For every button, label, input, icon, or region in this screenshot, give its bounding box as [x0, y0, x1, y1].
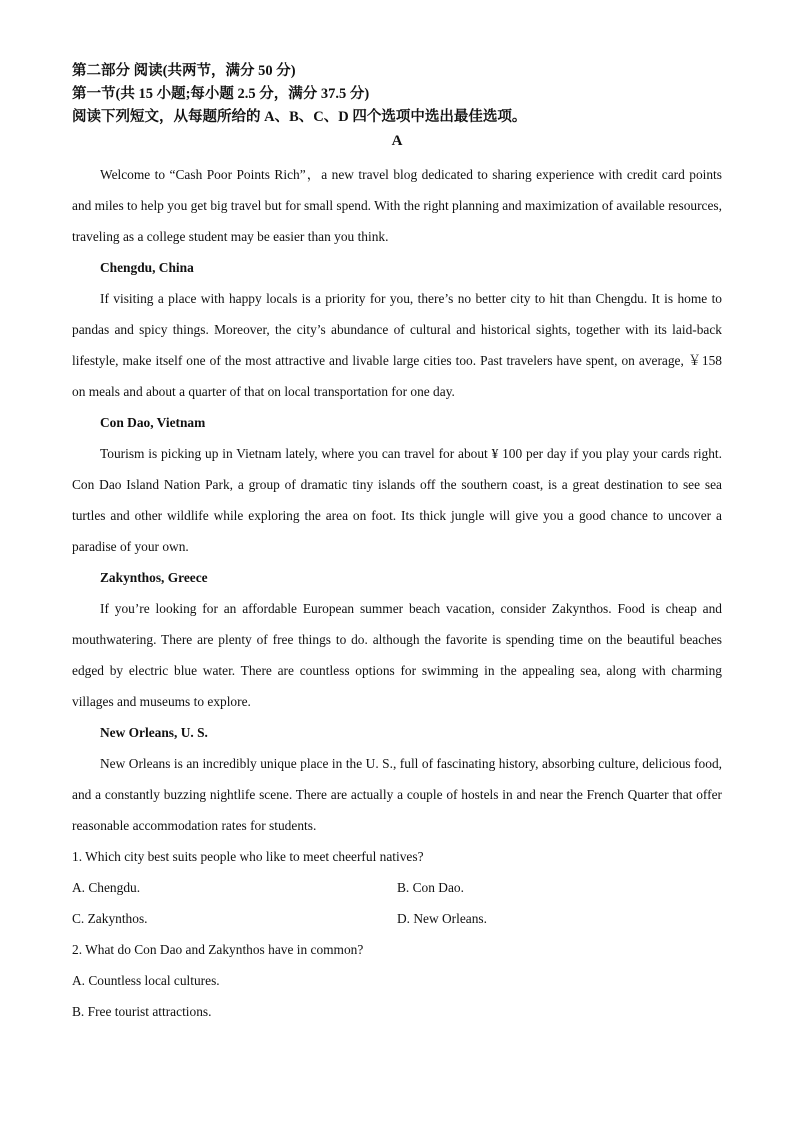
- passage-letter: A: [391, 133, 403, 149]
- instruction-heading: 阅读下列短文，从每题所给的 A、B、C、D 四个选项中选出最佳选项。: [72, 109, 527, 125]
- question-1-options-row-2: [72, 903, 722, 934]
- section-heading: 第一节(共 15 小题;每小题 2.5 分，满分 37.5 分): [72, 86, 370, 102]
- question-1-options-row-1: [72, 872, 722, 903]
- part-heading: 第二部分 阅读(共两节，满分 50 分): [72, 63, 296, 79]
- question-1-option-d: D. New Orleans.: [397, 911, 487, 926]
- question-1-stem: 1. Which city best suits people who like to meet cheerful natives?: [72, 849, 424, 864]
- destination-text-new-orleans: New Orleans is an incredibly unique place in the U. S., full of fascinating history, absorbing culture, delicious food, and a constantly buzzing nightlife scene. There are actually a couple of hostels in and near the French Quarter that offer reasonable accommodation rates for students.: [72, 756, 722, 833]
- question-1-option-c: C. Zakynthos.: [72, 911, 148, 926]
- question-2-option-a: A. Countless local cultures.: [72, 973, 220, 988]
- question-1-option-a: A. Chengdu.: [72, 880, 141, 895]
- question-1-option-b: B. Con Dao.: [397, 880, 464, 895]
- destination-title-con-dao: Con Dao, Vietnam: [100, 415, 206, 430]
- destination-text-chengdu: If visiting a place with happy locals is a priority for you, there’s no better city to hit than Chengdu. It is home to pandas and spicy things. Moreover, the city’s abundance of cultural and historical sights, together with its laid-back lifestyle, make itself one of the most attractive and livable large cities too. Past travelers have spent, on average, ￥158 on meals and about a quarter of that on local transportation for one day.: [72, 291, 722, 399]
- destination-title-chengdu: Chengdu, China: [100, 260, 194, 275]
- document-page: [72, 60, 722, 1027]
- intro-paragraph: Welcome to “Cash Poor Points Rich”，a new travel blog dedicated to sharing experience with credit card points and miles to help you get big travel but for small spend. With the right planning and maximization of available resources, traveling as a college student may be easier than you think.: [72, 167, 722, 244]
- destination-text-zakynthos: If you’re looking for an affordable European summer beach vacation, consider Zakynthos. Food is cheap and mouthwatering. There are plenty of free things to do. although the favorite is spending time on the beautiful beaches edged by electric blue water. There are countless options for swimming in the appealing sea, along with charming villages and museums to explore.: [72, 601, 722, 709]
- destination-title-new-orleans: New Orleans, U. S.: [100, 725, 208, 740]
- destination-text-con-dao: Tourism is picking up in Vietnam lately, where you can travel for about ¥ 100 per day if you play your cards right. Con Dao Island Nation Park, a group of dramatic tiny islands off the southern coast, is a great destination to see sea turtles and other wildlife while exploring the area on foot. Its thick jungle will give you a good chance to uncover a paradise of your own.: [72, 446, 722, 554]
- question-2-option-b: B. Free tourist attractions.: [72, 1004, 212, 1019]
- question-2-stem: 2. What do Con Dao and Zakynthos have in common?: [72, 942, 364, 957]
- destination-title-zakynthos: Zakynthos, Greece: [100, 570, 208, 585]
